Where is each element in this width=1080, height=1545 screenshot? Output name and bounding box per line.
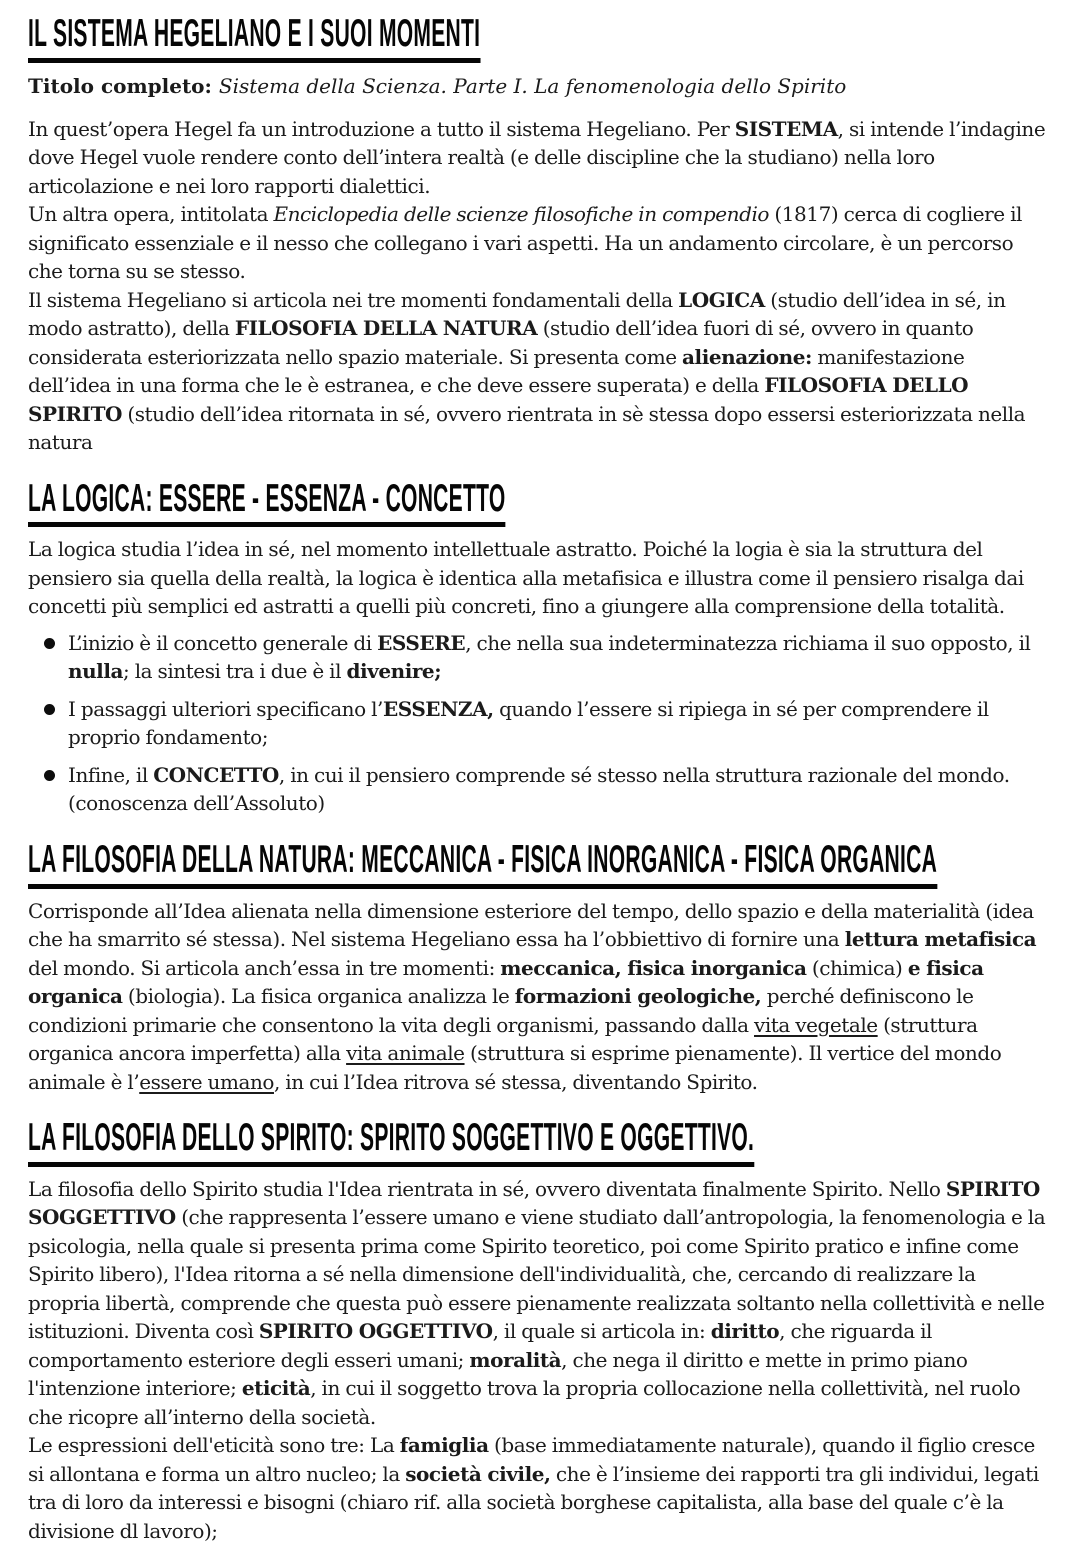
text-run: SPIRITO OGGETTIVO	[258, 1319, 493, 1344]
bullet-text	[68, 629, 1052, 686]
text-run: SPIRITO SOGGETTIVO	[28, 1176, 1040, 1230]
paragraph-enciclopedia	[28, 200, 1052, 286]
full-title-line	[28, 73, 1052, 99]
text-run: (base immediatamente naturale), quando il figlio cresce si allontana e forma un altro nucleo; la	[28, 1433, 1035, 1486]
text-run: ; la sintesi tra i due è il	[123, 659, 347, 684]
section-title-logica: LA LOGICA: ESSERE - ESSENZA - CONCETTO	[28, 477, 506, 528]
text-run: essere umano	[139, 1069, 274, 1094]
text-run: Il sistema Hegeliano si articola nei tre momenti fondamentali della	[28, 287, 679, 312]
text-run: meccanica, fisica inorganica	[500, 955, 807, 980]
list-item-essenza	[44, 695, 1052, 752]
text-run: , che nella sua indeterminatezza richiama il suo opposto, il	[465, 630, 1031, 655]
paragraph-intro-opera	[28, 115, 1052, 201]
text-run: del mondo. Si articola anch’essa in tre momenti:	[28, 955, 501, 980]
text-run: moralità	[469, 1347, 562, 1372]
text-run: che è l’insieme dei rapporti tra gli individui, legati tra di loro da interessi e bisogni (chiaro rif. alla società borghese capitalista, alla base del quale c’è la divisione dl lavoro);	[28, 1461, 1039, 1543]
section-title-spirito: LA FILOSOFIA DELLO SPIRITO: SPIRITO SOGGETTIVO E OGGETTIVO.	[28, 1116, 754, 1167]
list-item-concetto	[44, 761, 1052, 818]
text-run: SISTEMA	[734, 116, 838, 141]
text-run: LOGICA	[678, 287, 765, 312]
text-run: , che riguarda il comportamento esteriore degli esseri umani;	[28, 1319, 932, 1372]
text-run: diritto	[710, 1319, 780, 1344]
text-run: L’inizio è il concetto generale di	[68, 630, 378, 655]
text-run: (1817) cerca di cogliere il significato essenziale e il nesso che collegano i vari aspetti. Ha un andamento circolare, è un percorso che torna su se stesso.	[28, 202, 1022, 284]
bullet-icon	[44, 770, 55, 781]
text-run: Titolo completo:	[28, 73, 219, 98]
text-run: Corrisponde all’Idea alienata nella dimensione esteriore del tempo, dello spazio e della materialità (idea che ha smarrito sé stessa). Nel sistema Hegeliano essa ha l’obbiettivo di fornire una	[28, 898, 1034, 952]
text-run: eticità	[241, 1376, 311, 1401]
text-run: (biologia). La fisica organica analizza le	[122, 984, 515, 1009]
paragraph-espressioni-eticita	[28, 1431, 1052, 1545]
text-run: alienazione:	[682, 344, 812, 369]
text-run: , in cui l’Idea ritrova sé stessa, diventando Spirito.	[273, 1069, 758, 1094]
section-filosofia-spirito	[28, 1116, 1052, 1545]
section-heading-wrap	[28, 1116, 1052, 1167]
text-run: FILOSOFIA DELLA NATURA	[234, 316, 538, 341]
list-item-essere	[44, 629, 1052, 686]
text-run: Infine, il	[68, 762, 154, 787]
section-sistema-hegeliano	[28, 12, 1052, 457]
paragraph-logica-intro	[28, 535, 1052, 621]
text-run: , in cui il soggetto trova la propria collocazione nella collettività, nel ruolo che ricopre all’interno della società.	[28, 1376, 1021, 1429]
paragraph-spirito-soggettivo-oggettivo	[28, 1175, 1052, 1432]
text-run: FILOSOFIA DELLO SPIRITO	[28, 373, 969, 426]
text-run: perché definiscono le condizioni primarie che consentono la vita degli organismi, passando dalla	[28, 984, 974, 1037]
text-run: (studio dell’idea fuori di sé, ovvero in quanto considerata esteriorizzata nello spazio materiale. Si presenta come	[28, 316, 974, 369]
text-run: , si intende l’indagine dove Hegel vuole rendere conto dell’intera realtà (e delle discipline che la studiano) nella loro articolazione e nei loro rapporti dialettici.	[28, 116, 1046, 198]
text-run: quando l’essere si ripiega in sé per comprendere il proprio fondamento;	[68, 696, 989, 750]
text-run: famiglia	[399, 1433, 489, 1458]
text-run: divenire;	[346, 659, 442, 684]
text-run: La filosofia dello Spirito studia l'Idea rientrata in sé, ovvero diventata finalmente Spirito. Nello	[28, 1176, 946, 1201]
text-run: Enciclopedia delle scienze filosofiche in compendio	[273, 202, 769, 227]
logica-bullet-list	[28, 629, 1052, 818]
paragraph-natura-body	[28, 897, 1052, 1097]
text-run: (struttura si esprime pienamente). Il vertice del mondo animale è l’	[28, 1041, 1002, 1094]
section-heading-wrap	[28, 477, 1052, 528]
section-title-natura: LA FILOSOFIA DELLA NATURA: MECCANICA - FISICA INORGANICA - FISICA ORGANICA	[28, 838, 937, 889]
text-run: Sistema della Scienza. Parte I. La fenomenologia dello Spirito	[218, 73, 847, 98]
text-run: nulla	[68, 659, 123, 684]
text-run: (che rappresenta l’essere umano e viene studiato dall’antropologia, la fenomenologia e la psicologia, nella quale si presenta prima come Spirito teoretico, poi come Spirito pratico e infine come Spirito libero), l'Idea ritorna a sé nella dimensione dell'individualità, che, cercando di realizzare la propria libertà, comprende che questa può essere pienamente realizzata soltanto nella collettività e nelle istituzioni. Diventa così	[28, 1205, 1046, 1344]
text-run: Le espressioni dell'eticità sono tre: La	[28, 1433, 400, 1458]
text-run: , che nega il diritto e mette in primo piano l'intenzione interiore;	[28, 1347, 968, 1401]
text-run: (struttura organica ancora imperfetta) alla	[28, 1012, 978, 1066]
text-run: (studio dell’idea in sé, in modo astratto), della	[28, 287, 1006, 341]
text-run: , in cui il pensiero comprende sé stesso nella struttura razionale del mondo. (conoscenza dell’Assoluto)	[68, 762, 1010, 816]
text-run: vita animale	[346, 1041, 465, 1066]
section-heading-wrap	[28, 12, 1052, 63]
text-run: La logica studia l’idea in sé, nel momento intellettuale astratto. Poiché la logia è sia la struttura del pensiero sia quella della realtà, la logica è identica alla metafisica e illustra come il pensiero risalga dai concetti più semplici ed astratti a quelli più concreti, fino a giungere alla comprensione della totalità.	[28, 537, 1024, 619]
text-run: lettura metafisica	[844, 927, 1037, 952]
text-run: vita vegetale	[754, 1012, 878, 1037]
text-run: società civile,	[405, 1461, 551, 1486]
section-heading-wrap	[28, 838, 1052, 889]
text-run: (studio dell’idea ritornata in sé, ovvero rientrata in sè stessa dopo essersi esteriorizzata nella natura	[28, 401, 1026, 455]
bullet-icon	[44, 704, 55, 715]
text-run: manifestazione dell’idea in una forma che le è estranea, e che deve essere superata) e della	[28, 344, 965, 398]
bullet-text	[68, 761, 1052, 818]
text-run: formazioni geologiche,	[514, 984, 762, 1009]
section-title-sistema: IL SISTEMA HEGELIANO E I SUOI MOMENTI	[28, 12, 480, 63]
text-run: e fisica organica	[28, 955, 984, 1009]
text-run: ESSENZA,	[382, 696, 494, 721]
text-run: , il quale si articola in:	[492, 1319, 711, 1344]
text-run: CONCETTO	[153, 762, 279, 787]
section-filosofia-natura	[28, 838, 1052, 1096]
text-run: In quest’opera Hegel fa un introduzione a tutto il sistema Hegeliano. Per	[28, 116, 735, 141]
text-run: I passaggi ulteriori specificano l’	[68, 696, 383, 721]
text-run: ESSERE	[377, 630, 466, 655]
paragraph-tre-momenti	[28, 286, 1052, 457]
bullet-icon	[44, 638, 55, 649]
bullet-text	[68, 695, 1052, 752]
section-logica	[28, 477, 1052, 818]
text-run: (chimica)	[806, 955, 908, 980]
text-run: Un altra opera, intitolata	[28, 202, 274, 227]
